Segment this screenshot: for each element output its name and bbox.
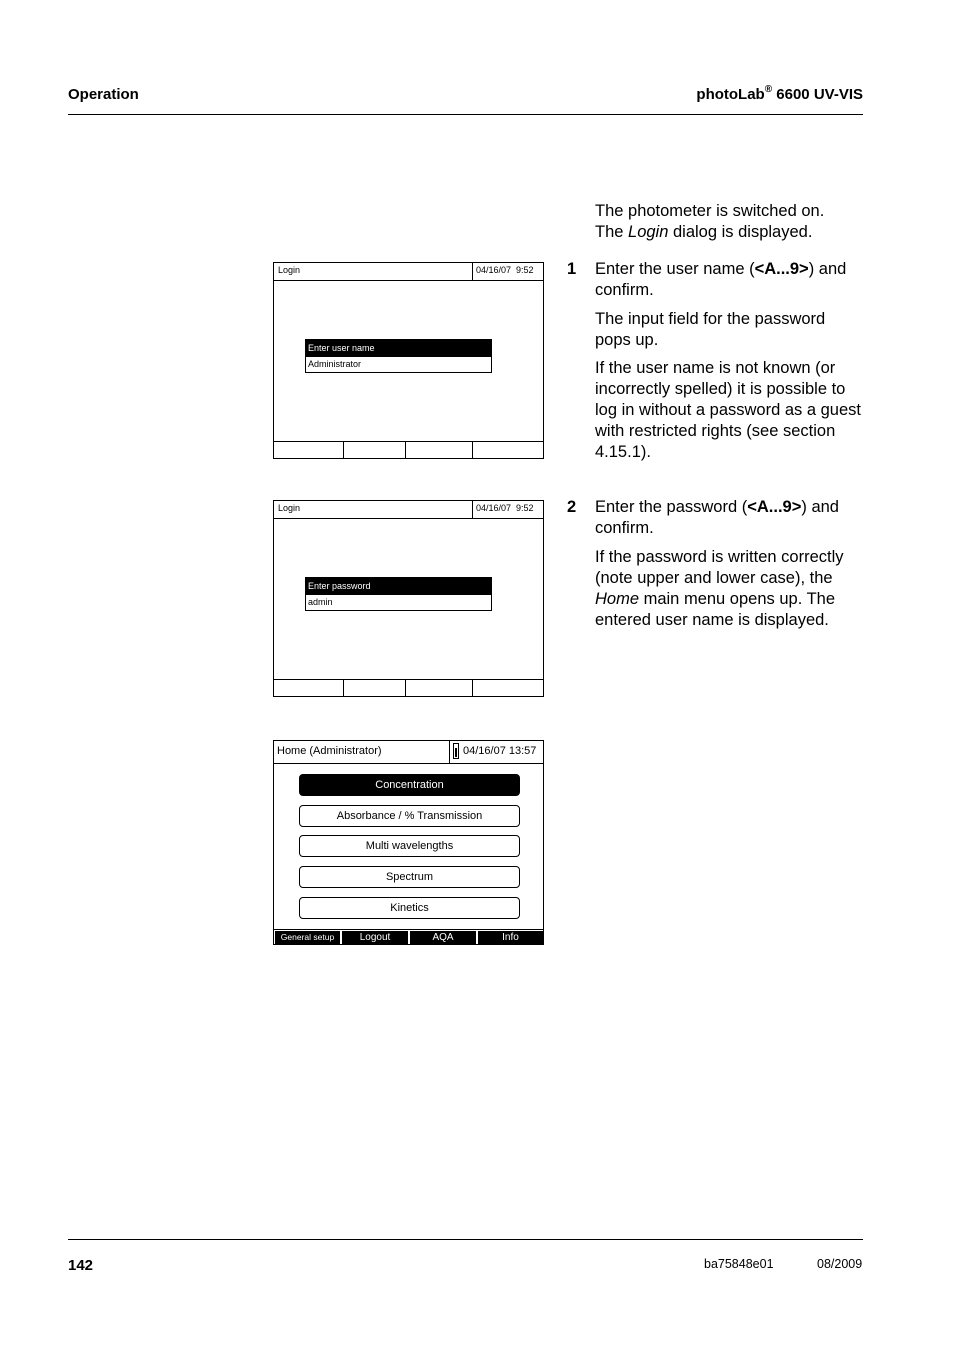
login-password-softkeys — [274, 679, 543, 696]
login-password-title: Login — [278, 503, 301, 513]
home-datetime: 04/16/07 13:57 — [463, 745, 537, 757]
menu-kinetics[interactable]: Kinetics — [299, 897, 520, 919]
product-model: 6600 UV-VIS — [772, 86, 863, 103]
step-2-note-post: main menu opens up. The entered user name is displayed. — [595, 590, 836, 629]
home-titlebar — [274, 741, 543, 764]
login-user-datetime: 04/16/07 9:52 — [476, 265, 534, 275]
login-user-softkeys — [274, 441, 543, 458]
login-password-datetime: 04/16/07 9:52 — [476, 503, 534, 513]
step-2-post: ) and confirm. — [595, 498, 839, 537]
password-dialog — [305, 577, 492, 611]
softkey-divider — [343, 442, 344, 458]
intro-line-1: The photometer is switched on. — [595, 202, 825, 220]
softkey-logout[interactable]: Logout — [342, 931, 408, 944]
step-1-key: <A...9> — [754, 260, 809, 278]
step-2-note-pre: If the password is written correctly (note upper and lower case), the — [595, 548, 844, 587]
softkey-info[interactable]: Info — [478, 931, 543, 944]
step-1-number: 1 — [567, 260, 577, 278]
login-user-datetime-box — [472, 263, 543, 280]
home-screen — [273, 740, 544, 945]
menu-concentration[interactable]: Concentration — [299, 774, 520, 796]
step-1-instruction — [595, 259, 863, 301]
login-user-screen — [273, 262, 544, 459]
step-2-instruction — [595, 497, 863, 539]
home-datetime-box — [449, 741, 543, 763]
menu-multi-wavelengths[interactable]: Multi wavelengths — [299, 835, 520, 857]
user-name-prompt: Enter user name — [306, 340, 491, 356]
step-1-pre: Enter the user name ( — [595, 260, 755, 278]
softkey-divider — [405, 442, 406, 458]
softkey-divider — [405, 680, 406, 696]
intro-line-2-post: dialog is displayed. — [668, 223, 813, 241]
user-name-dialog — [305, 339, 492, 373]
footer-rule — [68, 1239, 863, 1240]
footer-doc-id: ba75848e01 — [704, 1257, 774, 1271]
intro-line-2-pre: The — [595, 223, 629, 241]
product-name: photoLab — [696, 86, 765, 103]
step-2-text — [595, 497, 863, 539]
softkey-divider — [472, 442, 473, 458]
login-user-title: Login — [278, 265, 301, 275]
header-rule — [68, 114, 863, 115]
password-prompt: Enter password — [306, 578, 491, 594]
step-1-post: ) and confirm. — [595, 260, 847, 299]
login-password-datetime-box — [472, 501, 543, 518]
header-product-title — [696, 86, 863, 103]
login-user-titlebar — [274, 263, 543, 281]
menu-absorbance-transmission[interactable]: Absorbance / % Transmission — [299, 805, 520, 827]
softkey-divider — [343, 680, 344, 696]
step-2-key: <A...9> — [747, 498, 802, 516]
softkey-general-setup[interactable]: General setup — [275, 931, 340, 944]
step-2-pre: Enter the password ( — [595, 498, 748, 516]
home-title: Home (Administrator) — [277, 745, 382, 757]
home-softkeys — [274, 929, 543, 944]
step-2-home-term: Home — [595, 590, 640, 608]
step-1-text — [595, 259, 863, 301]
battery-icon — [453, 743, 459, 759]
login-password-titlebar — [274, 501, 543, 519]
step-1-note-1: The input field for the password pops up. — [595, 310, 826, 349]
step-1-note-2: If the user name is not known (or incorrectly spelled) it is possible to log in without a password as a guest with restricted rights (see section 4.15.1). — [595, 359, 861, 461]
softkey-divider — [472, 680, 473, 696]
step-2-number: 2 — [567, 498, 577, 516]
menu-spectrum[interactable]: Spectrum — [299, 866, 520, 888]
step-2-note — [595, 547, 863, 631]
intro-text — [595, 201, 863, 243]
login-password-screen — [273, 500, 544, 697]
intro-login-term: Login — [628, 223, 669, 241]
softkey-aqa[interactable]: AQA — [410, 931, 476, 944]
header-section-title: Operation — [68, 86, 139, 103]
footer-date: 08/2009 — [817, 1257, 863, 1271]
intro-line-2 — [595, 222, 863, 243]
footer-page-number: 142 — [68, 1257, 94, 1274]
password-input[interactable]: admin — [306, 594, 491, 610]
registered-mark: ® — [764, 84, 773, 95]
user-name-input[interactable]: Administrator — [306, 356, 491, 372]
